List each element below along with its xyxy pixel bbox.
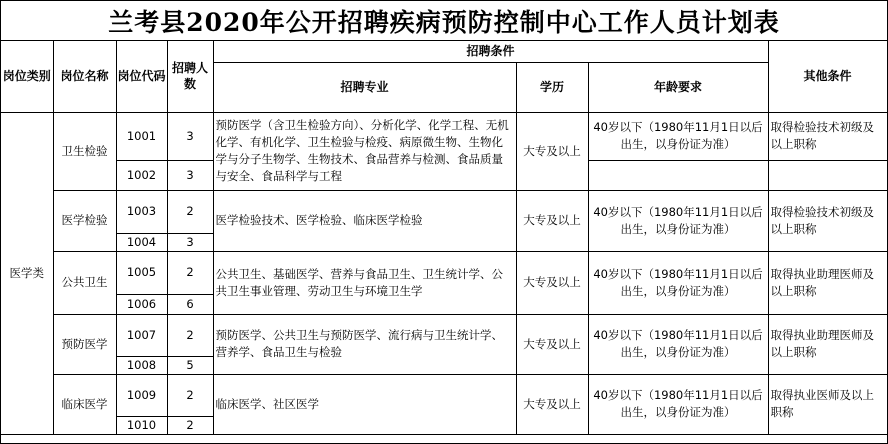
position-code: 1005: [116, 251, 167, 294]
recruit-count: 2: [167, 416, 213, 434]
position-name: 预防医学: [53, 314, 116, 374]
recruit-count: 2: [167, 314, 213, 356]
category-cell: 医学类: [1, 112, 53, 434]
age-cell: 40岁以下（1980年11月1日以后出生，以身份证为准）: [588, 112, 768, 160]
education-cell: 大专及以上: [516, 112, 588, 190]
education-cell: 大专及以上: [516, 190, 588, 251]
header-count: 招聘人数: [167, 41, 213, 112]
position-code: 1004: [116, 233, 167, 251]
other-cell: 取得执业助理医师及以上职称: [768, 314, 887, 374]
age-cell: 40岁以下（1980年11月1日以后出生，以身份证为准）: [588, 374, 768, 434]
education-cell: 大专及以上: [516, 251, 588, 314]
other-cell: 取得执业医师及以上职称: [768, 374, 887, 434]
age-cell: 40岁以下（1980年11月1日以后出生，以身份证为准）: [588, 314, 768, 374]
recruit-count: 2: [167, 251, 213, 294]
header-other: 其他条件: [768, 41, 887, 112]
recruit-count: 3: [167, 160, 213, 190]
major-cell: 医学检验技术、医学检验、临床医学检验: [213, 190, 516, 251]
recruit-count: 5: [167, 356, 213, 374]
position-code: 1001: [116, 112, 167, 160]
header-education: 学历: [516, 62, 588, 112]
header-code: 岗位代码: [116, 41, 167, 112]
age-cell-empty: [588, 160, 768, 190]
major-cell: 公共卫生、基础医学、营养与食品卫生、卫生统计学、公共卫生事业管理、劳动卫生与环境卫生学: [213, 251, 516, 314]
header-age: 年龄要求: [588, 62, 768, 112]
recruit-count: 3: [167, 233, 213, 251]
position-name: 公共卫生: [53, 251, 116, 314]
page-title: 兰考县2020年公开招聘疾病预防控制中心工作人员计划表: [1, 1, 887, 41]
recruit-count: 6: [167, 294, 213, 314]
education-cell: 大专及以上: [516, 374, 588, 434]
position-code: 1006: [116, 294, 167, 314]
major-cell: 预防医学、公共卫生与预防医学、流行病与卫生统计学、营养学、食品卫生与检验: [213, 314, 516, 374]
header-major: 招聘专业: [213, 62, 516, 112]
position-code: 1002: [116, 160, 167, 190]
position-code: 1010: [116, 416, 167, 434]
other-cell: 取得检验技术初级及以上职称: [768, 190, 887, 251]
other-cell-empty: [768, 160, 887, 190]
position-code: 1008: [116, 356, 167, 374]
age-cell: 40岁以下（1980年11月1日以后出生，以身份证为准）: [588, 190, 768, 251]
education-cell: 大专及以上: [516, 314, 588, 374]
header-conditions: 招聘条件: [213, 41, 768, 62]
major-cell: 临床医学、社区医学: [213, 374, 516, 434]
position-name: 医学检验: [53, 190, 116, 251]
other-cell: 取得检验技术初级及以上职称: [768, 112, 887, 160]
header-position: 岗位名称: [53, 41, 116, 112]
age-cell: 40岁以下（1980年11月1日以后出生，以身份证为准）: [588, 251, 768, 314]
recruit-count: 2: [167, 190, 213, 233]
position-name: 临床医学: [53, 374, 116, 434]
recruit-count: 3: [167, 112, 213, 160]
recruit-count: 2: [167, 374, 213, 416]
recruitment-table: [1, 41, 888, 435]
position-code: 1007: [116, 314, 167, 356]
other-cell: 取得执业助理医师及以上职称: [768, 251, 887, 314]
position-code: 1009: [116, 374, 167, 416]
position-code: 1003: [116, 190, 167, 233]
header-category: 岗位类别: [1, 41, 53, 112]
major-cell: 预防医学（含卫生检验方向）、分析化学、化学工程、无机化学、有机化学、卫生检验与检疫、病原微生物、生物化学与分子生物学、生物技术、食品营养与检测、食品质量与安全、食品科学与工程: [213, 112, 516, 190]
position-name: 卫生检验: [53, 112, 116, 190]
